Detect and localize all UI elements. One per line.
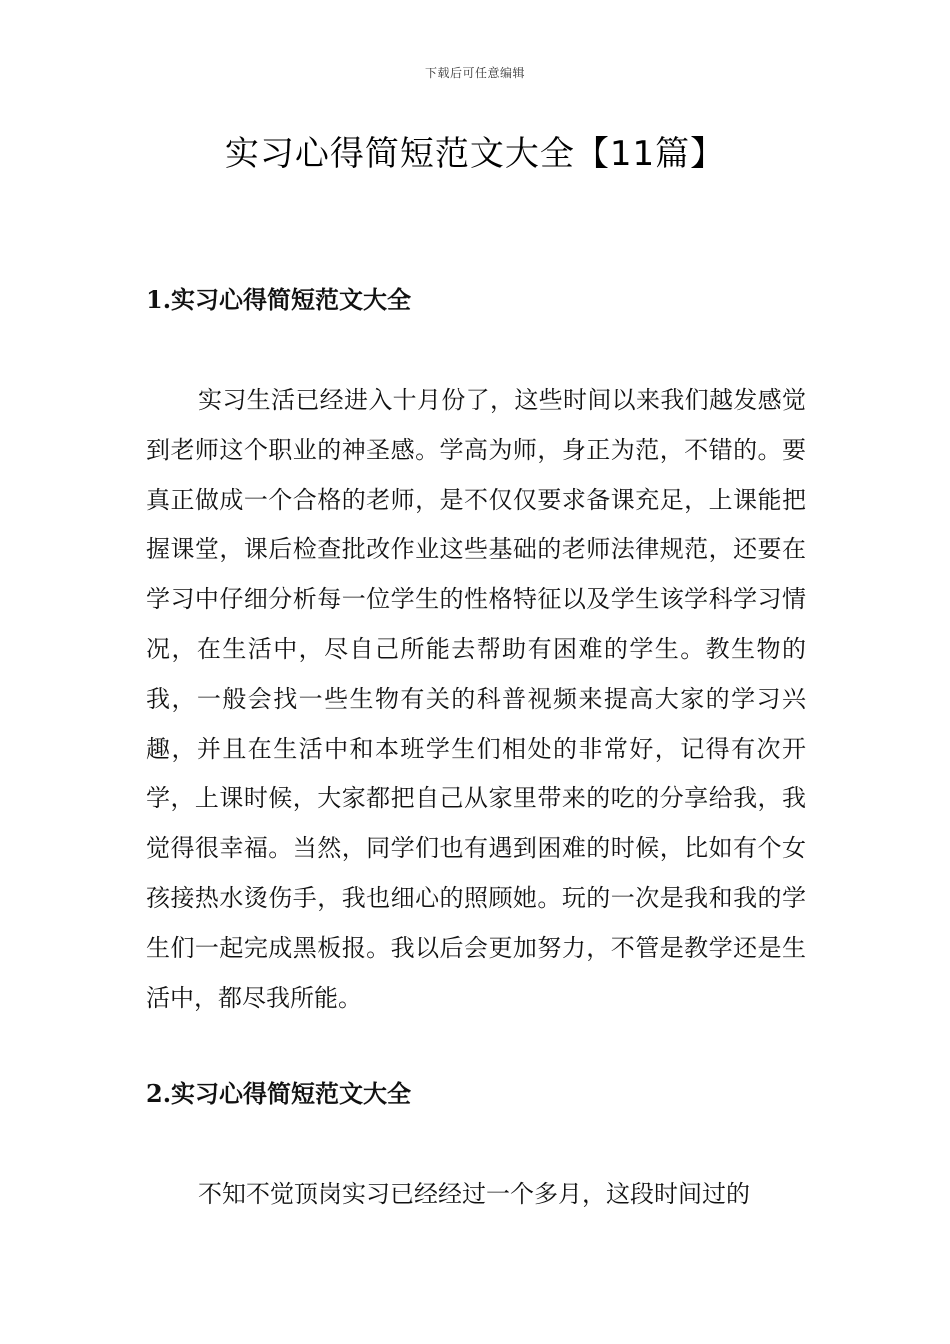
section-paragraph-1: 实习生活已经进入十月份了，这些时间以来我们越发感觉到老师这个职业的神圣感。学高为师，身正为范，不错的。要真正做成一个合格的老师，是不仅仅要求备课充足，上课能把握课堂，课后检查批改作业这些基础的老师法律规范，还要在学习中仔细分析每一位学生的性格特征以及学生该学科学习情况，在生活中，尽自己所能去帮助有困难的学生。教生物的我，一般会找一些生物有关的科普视频来提高大家的学习兴趣，并且在生活中和本班学生们相处的非常好，记得有次开学，上课时候，大家都把自己从家里带来的吃的分享给我，我觉得很幸福。当然，同学们也有遇到困难的时候，比如有个女孩接热水烫伤手，我也细心的照顾她。玩的一次是我和我的学生们一起完成黑板报。我以后会更加努力，不管是教学还是生活中，都尽我所能。 (146, 386, 806, 1012)
section-heading-2: 2.实习心得简短范文大全 (146, 1079, 412, 1108)
document-title: 实习心得简短范文大全【11篇】 (224, 134, 726, 174)
section-heading-1: 1.实习心得简短范文大全 (146, 285, 412, 314)
header-note: 下载后可任意编辑 (424, 66, 525, 80)
section-paragraph-2: 不知不觉顶岗实习已经经过一个多月，这段时间过的 (198, 1180, 750, 1208)
